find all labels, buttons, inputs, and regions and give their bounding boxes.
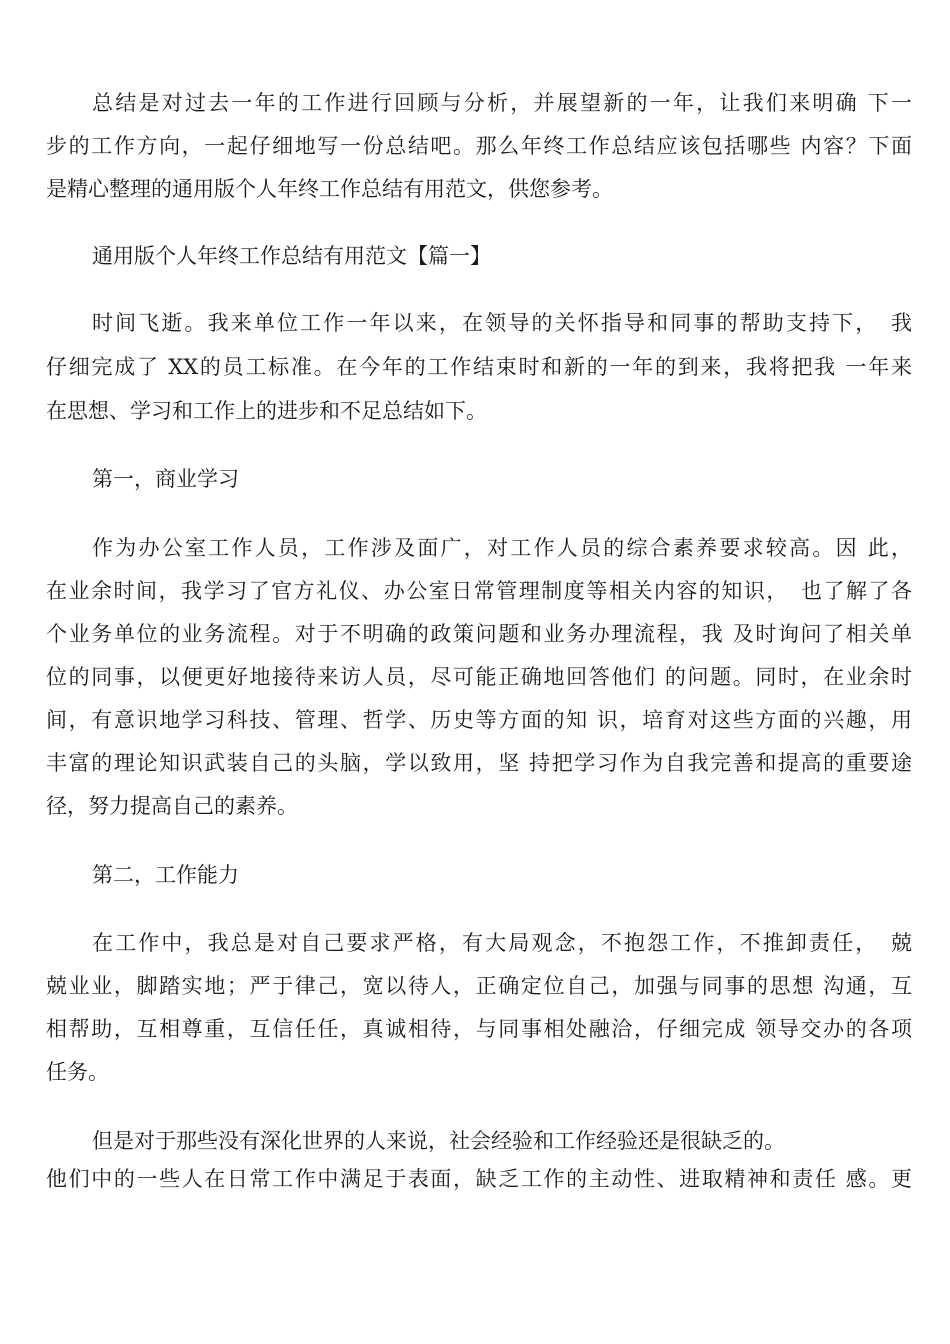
study-line-6: 丰富的理论知识武装自己的头脑，学以致用，坚 持把学习作为自我完善和提高的重要途 bbox=[46, 751, 912, 775]
section-heading-part-one: 通用版个人年终工作总结有用范文【篇一】 bbox=[92, 244, 491, 268]
study-line-7: 径，努力提高自己的素养。 bbox=[46, 794, 298, 818]
opening-line-3: 在思想、学习和工作上的进步和不足总结如下。 bbox=[46, 399, 487, 423]
study-line-4: 位的同事，以便更好地接待来访人员，尽可能正确地回答他们 的问题。同时，在业余时 bbox=[46, 665, 912, 689]
shortcoming-line-1: 但是对于那些没有深化世界的人来说，社会经验和工作经验还是很缺乏的。 bbox=[92, 1129, 785, 1153]
ability-line-2: 兢业业，脚踏实地；严于律己，宽以待人，正确定位自己，加强与同事的思想 沟通，互 bbox=[46, 974, 912, 998]
opening-line-2: 仔细完成了 XX的员工标准。在今年的工作结束时和新的一年的到来，我将把我 一年来 bbox=[46, 355, 912, 379]
study-line-1: 作为办公室工作人员，工作涉及面广，对工作人员的综合素养要求较高。因 此， bbox=[92, 536, 912, 560]
ability-line-1: 在工作中，我总是对自己要求严格，有大局观念，不抱怨工作，不推卸责任， 兢 bbox=[92, 931, 912, 955]
shortcoming-line-2: 他们中的一些人在日常工作中满足于表面，缺乏工作的主动性、进取精神和责任 感。更 bbox=[46, 1167, 912, 1191]
study-line-3: 个业务单位的业务流程。对于不明确的政策问题和业务办理流程，我 及时询问了相关单 bbox=[46, 622, 912, 646]
intro-line-1: 总结是对过去一年的工作进行回顾与分析，并展望新的一年，让我们来明确 下一 bbox=[92, 91, 912, 115]
study-line-5: 间，有意识地学习科技、管理、哲学、历史等方面的知 识，培育对这些方面的兴趣，用 bbox=[46, 708, 912, 732]
study-line-2: 在业余时间，我学习了官方礼仪、办公室日常管理制度等相关内容的知识， 也了解了各 bbox=[46, 579, 912, 603]
subheading-business-study: 第一，商业学习 bbox=[92, 467, 239, 491]
intro-line-3: 是精心整理的通用版个人年终工作总结有用范文，供您参考。 bbox=[46, 177, 613, 201]
intro-line-2: 步的工作方向，一起仔细地写一份总结吧。那么年终工作总结应该包括哪些 内容？下面 bbox=[46, 134, 912, 158]
ability-line-3: 相帮助，互相尊重，互信任任，真诚相待，与同事相处融洽，仔细完成 领导交办的各项 bbox=[46, 1017, 912, 1041]
subheading-work-ability: 第二，工作能力 bbox=[92, 863, 239, 887]
opening-line-1: 时间飞逝。我来单位工作一年以来，在领导的关怀指导和同事的帮助支持下， 我 bbox=[92, 311, 912, 335]
ability-line-4: 任务。 bbox=[46, 1060, 109, 1084]
